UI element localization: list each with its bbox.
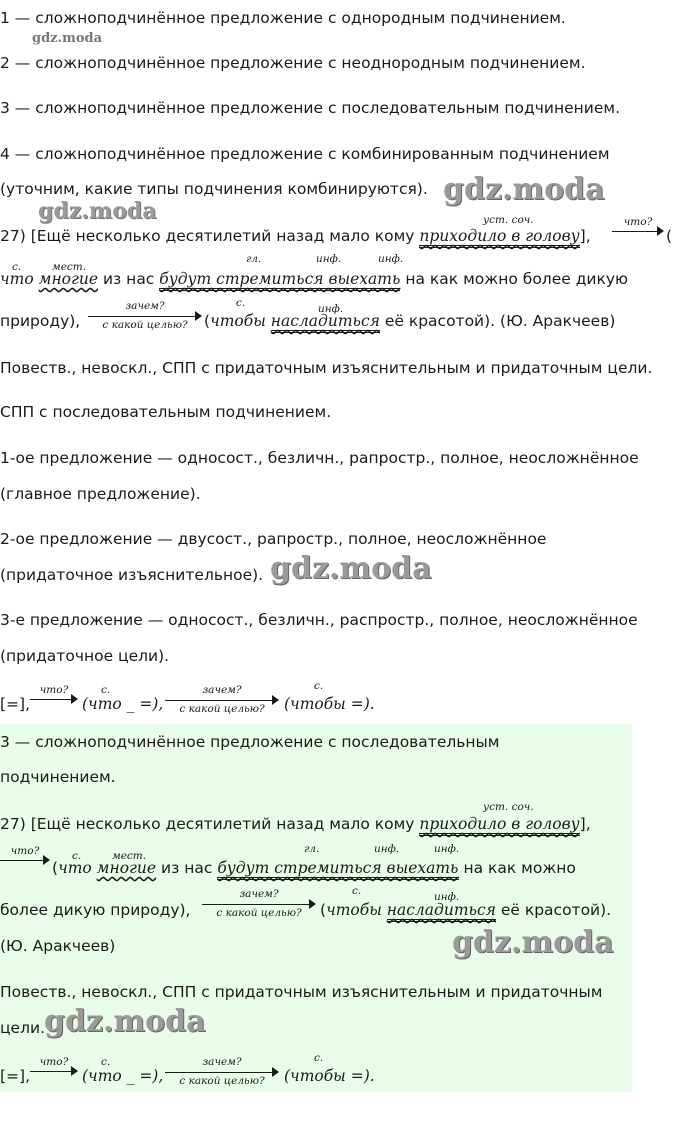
arrow-label-zachem: зачем? bbox=[125, 300, 165, 312]
scheme-arrow-1 bbox=[30, 684, 78, 708]
scheme-arrow-2 bbox=[165, 684, 279, 724]
scheme-end-2: (чтобы =). bbox=[284, 1067, 375, 1085]
scheme-open-1: [=], bbox=[0, 695, 31, 713]
label-inf-3: инф. bbox=[318, 303, 344, 315]
g-arrow-label-s-kakoy: с какой целью? bbox=[216, 907, 302, 919]
watermark-1: gdz.moda bbox=[32, 31, 103, 46]
watermark-6: gdz.moda bbox=[44, 1004, 206, 1039]
predicate-3: насладиться bbox=[271, 312, 380, 333]
g-sentence-rest-2a: на как можно bbox=[463, 859, 576, 877]
scheme-s-3: с. bbox=[101, 1056, 111, 1068]
part-2b: (придаточное изъяснительное). bbox=[0, 566, 264, 584]
part-3a: 3-е предложение — односост., безличн., распростр., полное, неосложнённое bbox=[0, 611, 638, 629]
g-word-chtoby: чтобы bbox=[326, 901, 382, 919]
scheme-arrow-label-6: с какой целью? bbox=[179, 1075, 265, 1087]
label-s-2: с. bbox=[236, 297, 246, 309]
line-3: 3 — сложноподчинённое предложение с последовательным подчинением. bbox=[0, 99, 621, 117]
g-label-gl-1: гл. bbox=[304, 843, 320, 855]
g-author: (Ю. Аракчеев) bbox=[0, 937, 116, 955]
sentence-line-2 bbox=[0, 270, 628, 288]
g-label-inf-3: инф. bbox=[434, 891, 460, 903]
g-label-inf-2: инф. bbox=[434, 843, 460, 855]
part-1a: 1-ое предложение — односост., безличн., рапростр., полное, неосложнённое bbox=[0, 449, 639, 467]
scheme-open-2: [=], bbox=[0, 1067, 31, 1085]
g-label-inf-1: инф. bbox=[374, 843, 400, 855]
watermark-5: gdz.moda bbox=[452, 925, 614, 960]
g-arrow-chto-1 bbox=[0, 845, 50, 871]
paren-open-1: ( bbox=[666, 227, 673, 245]
arrow-label-s-kakoy: с какой целью? bbox=[102, 319, 188, 331]
line-2: 2 — сложноподчинённое предложение с неоднородным подчинением. bbox=[0, 54, 586, 72]
word-chtoby: чтобы bbox=[210, 312, 266, 330]
part-1b: (главное предложение). bbox=[0, 485, 201, 503]
g-word-iz-nas: из нас bbox=[161, 859, 213, 877]
g-paren-open-2: ( bbox=[52, 859, 59, 877]
arrow-label-chto: что? bbox=[623, 216, 653, 228]
part-3b: (придаточное цели). bbox=[0, 647, 170, 665]
scheme-s-1: с. bbox=[101, 684, 111, 696]
line-1: 1 — сложноподчинённое предложение с однородным подчинением. bbox=[0, 9, 566, 27]
word-mnogie: многие bbox=[38, 270, 98, 288]
g-analysis-a: Повеств., невоскл., СПП с придаточным изъяснительным и придаточным bbox=[0, 983, 603, 1001]
label-inf-1: инф. bbox=[316, 253, 342, 265]
scheme-arrow-5 bbox=[165, 1056, 279, 1096]
word-chto: что bbox=[0, 270, 34, 288]
bracket-close-1: ], bbox=[579, 227, 591, 245]
g-word-rest: более дикую природу), bbox=[0, 901, 191, 919]
label-ust-soch: уст. соч. bbox=[483, 214, 534, 226]
line-4: 4 — сложноподчинённое предложение с комбинированным подчинением bbox=[0, 145, 610, 163]
sentence-rest-2: на как можно более дикую bbox=[405, 270, 629, 288]
scheme-mid-1: (что _ =), bbox=[82, 695, 164, 713]
word-iz-nas: из нас bbox=[102, 270, 155, 288]
sentence-number: 27) bbox=[0, 227, 26, 245]
g-bracket-close-1: ], bbox=[579, 815, 591, 833]
g-analysis-b: цели. bbox=[0, 1019, 45, 1037]
scheme-end-1: (чтобы =). bbox=[284, 695, 375, 713]
sentence-line-1 bbox=[0, 227, 591, 245]
g-predicate-1: приходило в голову bbox=[419, 815, 579, 836]
g-sentence-number: 27) bbox=[0, 815, 26, 833]
scheme-arrow-label-4: что? bbox=[39, 1056, 69, 1068]
g-label-s-1: с. bbox=[72, 850, 82, 862]
g-arrow-label-chto: что? bbox=[10, 845, 40, 857]
arrow-zachem-1 bbox=[88, 300, 202, 340]
label-s-1: с. bbox=[12, 261, 22, 273]
line-4b: (уточним, какие типы подчинения комбинируются). bbox=[0, 180, 428, 198]
label-inf-2: инф. bbox=[378, 253, 404, 265]
g-word-chto: что bbox=[58, 859, 92, 877]
scheme-s-2: с. bbox=[314, 680, 324, 692]
predicate-1: приходило в голову bbox=[419, 227, 579, 248]
arrow-chto-1 bbox=[612, 216, 664, 242]
sentence-part-1: [Ещё несколько десятилетий назад мало кому bbox=[30, 227, 415, 245]
scheme-mid-2: (что _ =), bbox=[82, 1067, 164, 1085]
g-arrow-label-zachem: зачем? bbox=[239, 888, 279, 900]
watermark-2: gdz.moda bbox=[443, 172, 605, 207]
analysis-1: Повеств., невоскл., СПП с придаточным изъяснительным и придаточным цели. bbox=[0, 359, 653, 377]
part-2a: 2-ое предложение — двусост., рапростр., полное, неосложнённое bbox=[0, 530, 547, 548]
g-label-ust-soch: уст. соч. bbox=[483, 801, 534, 813]
g-label-s-2: с. bbox=[352, 885, 362, 897]
predicate-2: будут стремиться выехать bbox=[159, 270, 400, 291]
g-line-1a: 3 — сложноподчинённое предложение с последовательным bbox=[0, 733, 500, 751]
scheme-arrow-4 bbox=[30, 1056, 78, 1080]
g-sentence-line-1 bbox=[0, 815, 591, 833]
g-line-1b: подчинением. bbox=[0, 768, 116, 786]
g-arrow-zachem-1 bbox=[202, 888, 316, 928]
label-gl-1: гл. bbox=[246, 253, 262, 265]
watermark-4: gdz.moda bbox=[270, 551, 432, 586]
g-predicate-3: насладиться bbox=[387, 901, 496, 922]
sentence-rest-3: её красотой). (Ю. Аракчеев) bbox=[384, 312, 616, 330]
scheme-arrow-label-5: зачем? bbox=[202, 1056, 242, 1068]
g-sentence-part-1: [Ещё несколько десятилетий назад мало кому bbox=[30, 815, 415, 833]
sentence-line-3 bbox=[204, 312, 615, 330]
word-priroda: природу), bbox=[0, 312, 81, 330]
scheme-arrow-label-1: что? bbox=[39, 684, 69, 696]
g-word-mnogie: многие bbox=[96, 859, 157, 877]
g-sentence-line-3 bbox=[320, 901, 611, 919]
g-predicate-2: будут стремиться выехать bbox=[217, 859, 458, 880]
scheme-arrow-label-3: с какой целью? bbox=[179, 703, 265, 715]
paren-open-3: ( bbox=[204, 312, 211, 330]
g-label-mest-1: мест. bbox=[112, 850, 147, 862]
g-paren-open-3: ( bbox=[320, 901, 327, 919]
g-sentence-line-2 bbox=[52, 859, 576, 877]
scheme-s-4: с. bbox=[314, 1052, 324, 1064]
scheme-arrow-label-2: зачем? bbox=[202, 684, 242, 696]
watermark-3: gdz.moda bbox=[38, 198, 157, 224]
label-mest-1: мест. bbox=[52, 261, 87, 273]
seq-line: СПП с последовательным подчинением. bbox=[0, 403, 332, 421]
g-sentence-rest-3: её красотой). bbox=[500, 901, 612, 919]
